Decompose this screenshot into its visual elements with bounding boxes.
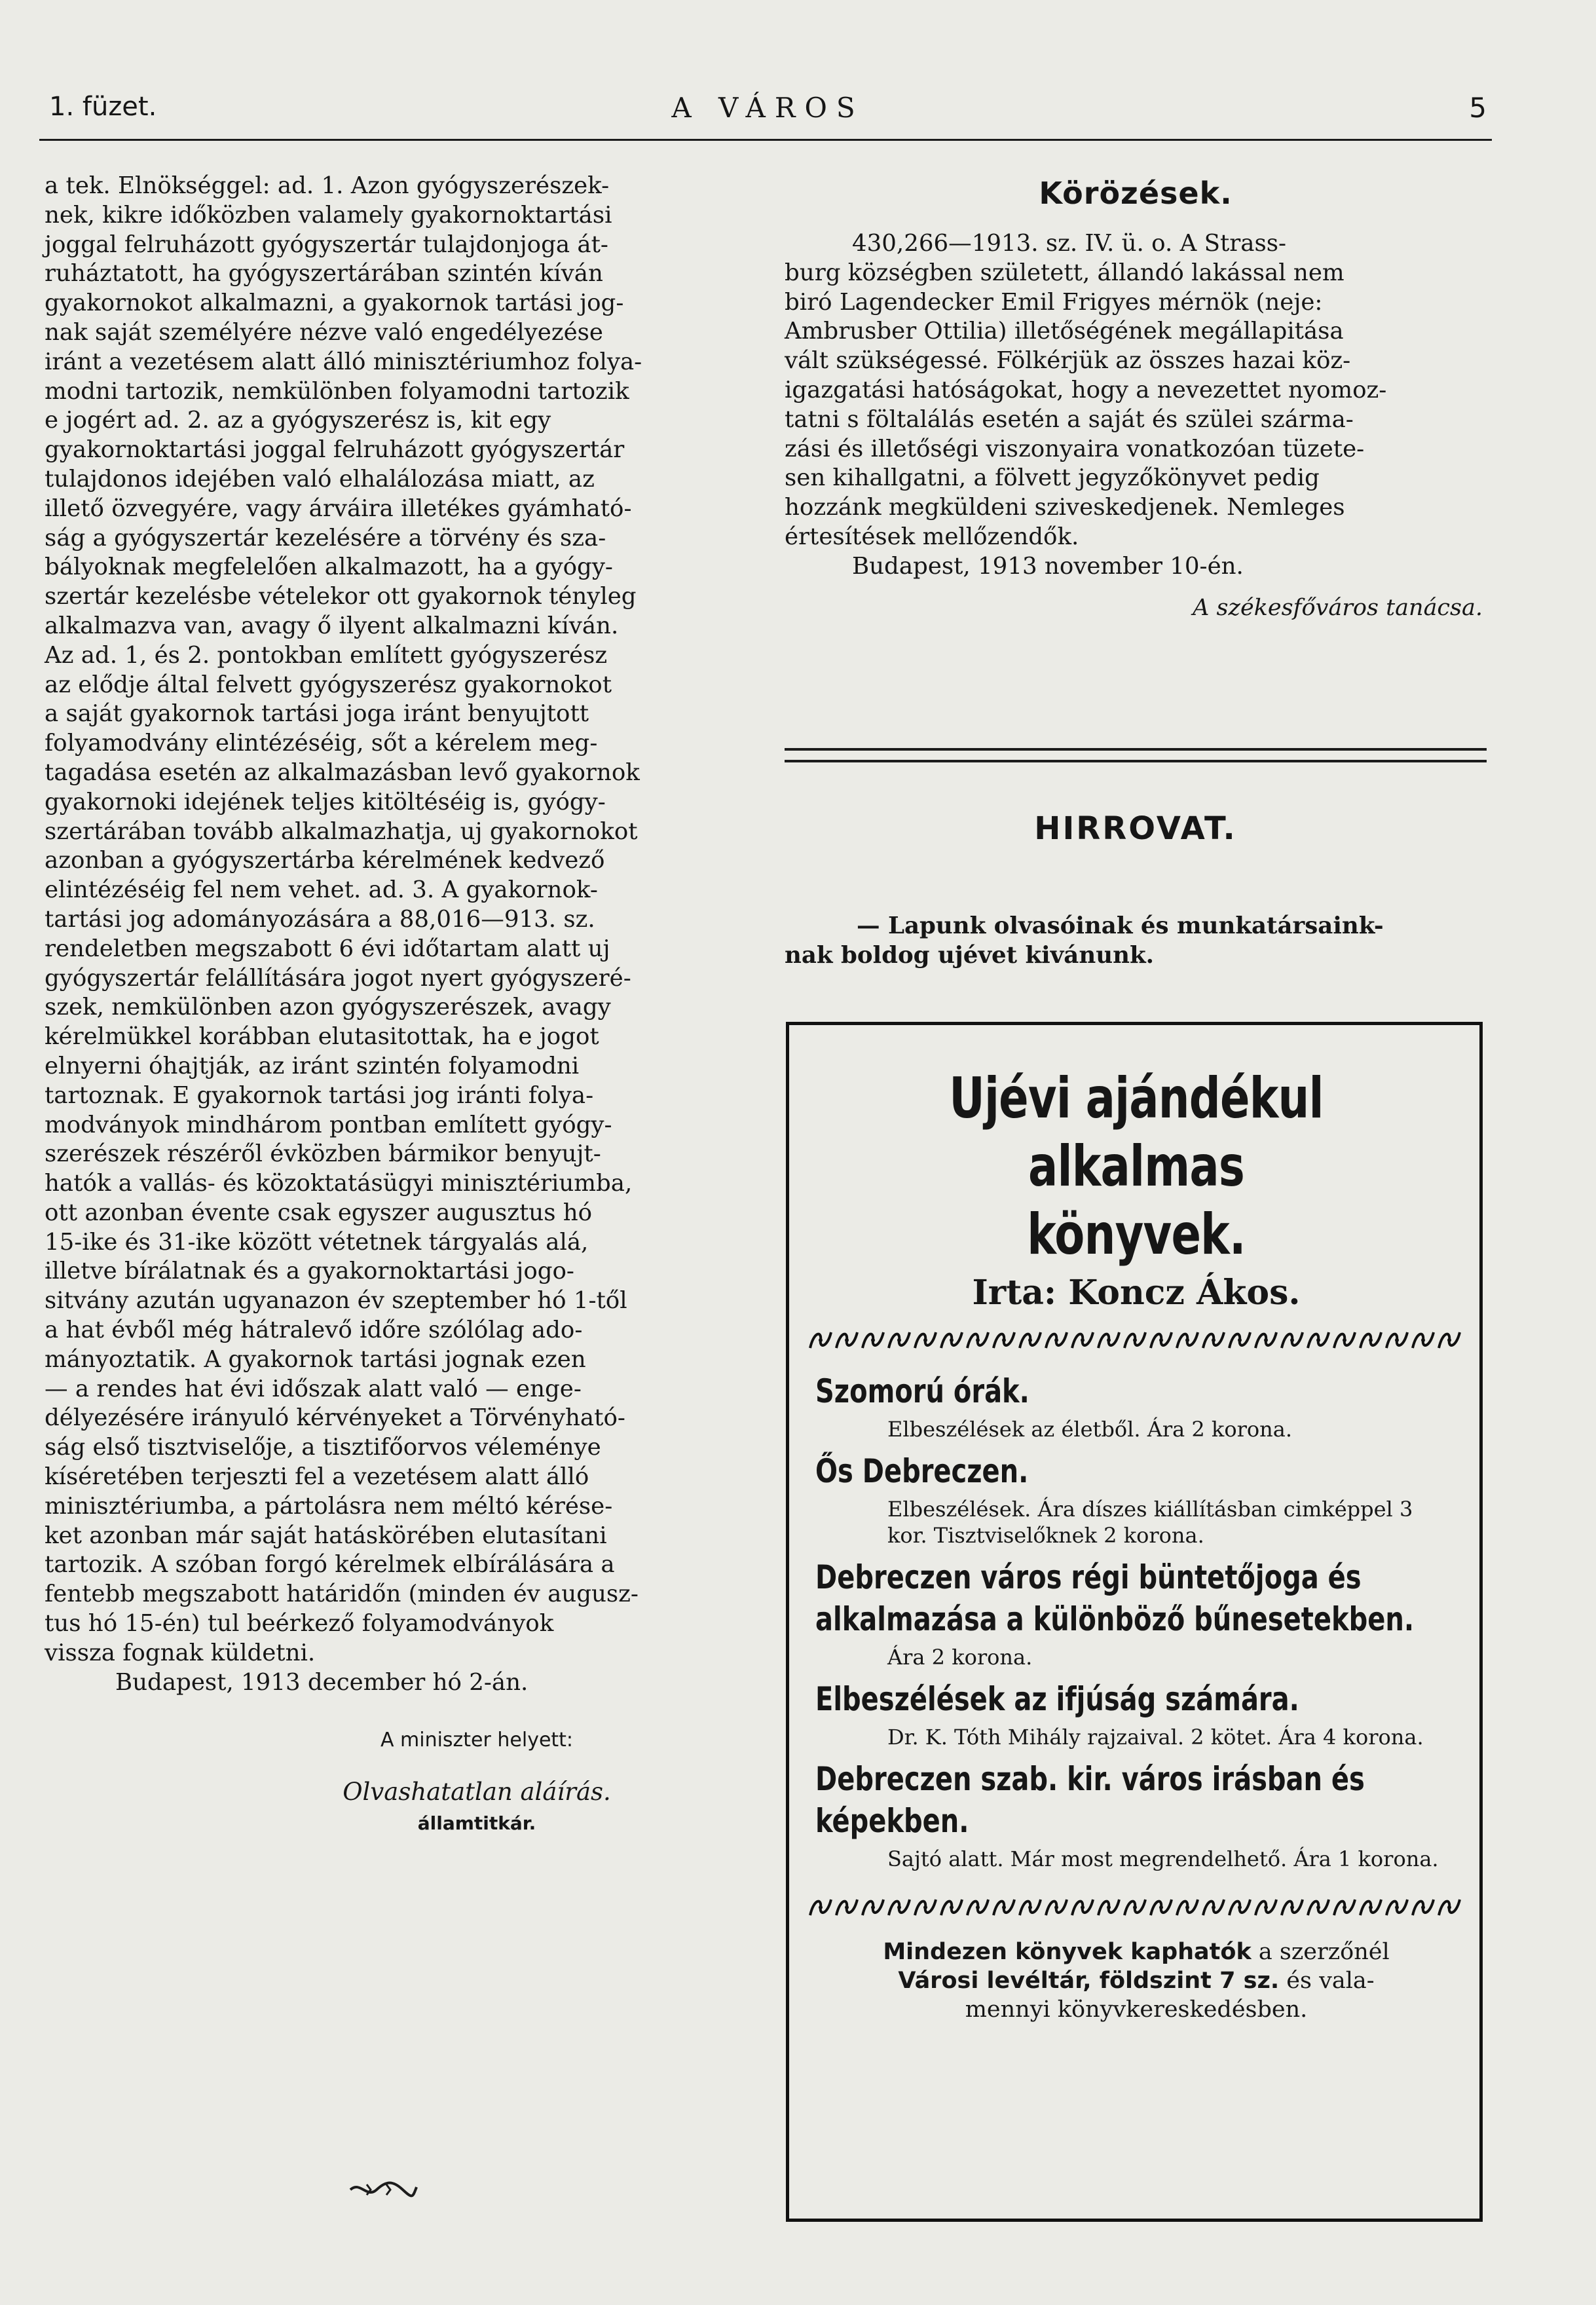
text-line: hatók a vallás- és közoktatásügyi minisztériumba, xyxy=(45,1170,633,1197)
text-line: ság a gyógyszertár kezelésére a törvény és sza- xyxy=(45,524,606,552)
advert-author: Irta: Koncz Ákos. xyxy=(972,1273,1301,1313)
text-line: elintézéséig fel nem vehet. ad. 3. A gyakornok- xyxy=(45,876,598,904)
advert-title: Ujévi ajándékul alkalmas xyxy=(949,1066,1324,1199)
book-entry xyxy=(815,1678,1457,1750)
text-line: kíséretében terjeszti fel a vezetésem alatt álló xyxy=(45,1463,589,1491)
text-line: sen kihallgatni, a fölvett jegyzőkönyvet pedig xyxy=(785,464,1320,492)
text-line: kérelmükkel korábban elutasitottak, ha e jogot xyxy=(45,1023,599,1051)
text-line: ket azonban már saját hatáskörében elutasítani xyxy=(45,1522,607,1549)
book-description: Elbeszélések az életből. Ára 2 korona. xyxy=(887,1417,1292,1442)
header-rule xyxy=(39,139,1492,141)
text-line: Ambrusber Ottilia) illetőségének megállapitása xyxy=(785,318,1344,345)
footer-line: Városi levéltár, földszint 7 sz. és vala- xyxy=(898,1968,1375,1994)
advert-title-line2: könyvek. xyxy=(1027,1202,1246,1267)
text-line: vissza fognak küldetni. xyxy=(45,1639,316,1666)
text-line: gyakornokot alkalmazni, a gyakornok tartási jog- xyxy=(45,290,624,317)
text-line: Az ad. 1, és 2. pontokban említett gyógyszerész xyxy=(45,641,608,669)
text-line: e jogért ad. 2. az a gyógyszerész is, kit egy xyxy=(45,407,551,434)
book-entry xyxy=(815,1556,1457,1670)
korozes-text xyxy=(785,229,1487,552)
text-line: azonban a gyógyszertárba kérelmének kedvező xyxy=(45,847,605,874)
section-title-hirrovat: HIRROVAT. xyxy=(1034,810,1237,847)
text-line: vált szükségessé. Fölkérjük az összes hazai köz- xyxy=(785,347,1351,375)
text-line: az elődje által felvett gyógyszerész gyakornokot xyxy=(45,671,612,698)
text-line: ott azonban évente csak egyszer augusztus hó xyxy=(45,1199,593,1226)
text-line: joggal felruházott gyógyszertár tulajdonjoga át- xyxy=(45,231,608,258)
book-description: Ára 2 korona. xyxy=(887,1645,1033,1670)
book-entry xyxy=(815,1758,1457,1872)
text-line: a saját gyakornok tartási joga iránt benyujtott xyxy=(45,700,589,728)
footer-line: Mindezen könyvek kaphatók a szerzőnél xyxy=(883,1939,1390,1965)
text-line: tartozik. A szóban forgó kérelmek elbírálására a xyxy=(45,1551,615,1579)
text-line: szertárában tovább alkalmazhatja, uj gyakornokot xyxy=(45,817,638,845)
text-line: hozzánk megküldeni sziveskedjenek. Nemleges xyxy=(785,494,1345,521)
signature-role: államtitkár. xyxy=(417,1812,536,1835)
text-line: délyezésére irányuló kérvényeket a Törvényható- xyxy=(45,1404,625,1432)
korozes-dateline: Budapest, 1913 november 10-én. xyxy=(852,552,1244,580)
text-line: a hat évből még hátralevő időre szólólag ado- xyxy=(45,1317,583,1344)
text-line: ruháztatott, ha gyógyszertárában szintén kíván xyxy=(45,260,603,288)
text-line: szerészek részéről évközben bármikor benyujt- xyxy=(45,1140,601,1168)
text-line: gyakornoktartási joggal felruházott gyógyszertár xyxy=(45,436,625,464)
text-line: folyamodvány elintézéséig, sőt a kérelem meg- xyxy=(45,730,598,757)
signature-title: A miniszter helyett: xyxy=(380,1729,574,1752)
decree-text xyxy=(45,172,745,1668)
text-line: fentebb megszabott határidőn (minden év augusz- xyxy=(45,1581,639,1608)
text-line: tagadása esetén az alkalmazásban levő gyakornok xyxy=(45,759,640,786)
text-line: biró Lagendecker Emil Frigyes mérnök (neje: xyxy=(785,288,1323,316)
book-entry xyxy=(815,1370,1457,1442)
text-line: a tek. Elnökséggel: ad. 1. Azon gyógyszerészek- xyxy=(45,172,610,199)
book-title: Elbeszélések az ifjúság számára. xyxy=(815,1680,1299,1718)
text-line: gyakornoki idejének teljes kitöltéséig is, gyógy- xyxy=(45,788,606,815)
book-title: Szomorú órák. xyxy=(815,1372,1030,1410)
text-line: elnyerni óhajtják, az iránt szintén folyamodni xyxy=(45,1052,580,1079)
text-line: zási és illetőségi viszonyaira vonatkozóan tüzete- xyxy=(785,435,1365,462)
book-description: Sajtó alatt. Már most megrendelhető. Ára 1 korona. xyxy=(887,1846,1439,1871)
text-line: alkalmazva van, avagy ő ilyent alkalmazni kíván. xyxy=(45,612,619,639)
text-line: tulajdonos idejében való elhalálozása miatt, az xyxy=(45,465,595,493)
text-line: bályoknak megfelelően alkalmazott, ha a gyógy- xyxy=(45,553,613,581)
text-line: rendeletben megszabott 6 évi időtartam alatt uj xyxy=(45,935,610,962)
text-line: illetve bírálatnak és a gyakornoktartási jogo- xyxy=(45,1258,574,1285)
advert-footer xyxy=(815,1938,1457,2024)
text-line: tartási jog adományozására a 88,016—913. sz. xyxy=(45,905,595,933)
double-rule-divider xyxy=(785,748,1487,762)
text-line: illető özvegyére, vagy árváira illetékes gyámható- xyxy=(45,495,632,522)
end-ornament-icon xyxy=(347,2178,419,2202)
signature-name: Olvashatatlan aláírás. xyxy=(343,1778,611,1807)
book-title: Debreczen város régi büntetőjoga és alkalmazása a különböző bűnesetekben. xyxy=(815,1558,1415,1638)
text-line: mányoztatik. A gyakornok tartási jognak ezen xyxy=(45,1345,586,1373)
text-line: ság első tisztviselője, a tisztifőorvos véleménye xyxy=(45,1434,601,1461)
left-column xyxy=(45,172,745,1834)
page-number: 5 xyxy=(1469,92,1487,124)
ornament-row-icon xyxy=(807,1896,1462,1919)
text-line: — a rendes hat évi időszak alatt való — enge- xyxy=(45,1375,582,1402)
advertisement-content xyxy=(815,1064,1457,2024)
ornament-row-icon xyxy=(807,1328,1462,1352)
text-line: modni tartozik, nemkülönben folyamodni tartozik xyxy=(45,377,629,405)
decree-dateline: Budapest, 1913 december hó 2-án. xyxy=(115,1668,529,1696)
text-line: 15-ike és 31-ike között vétetnek tárgyalás alá, xyxy=(45,1228,589,1256)
text-line: — Lapunk olvasóinak és munkatársaink- xyxy=(857,912,1384,939)
text-line: iránt a vezetésem alatt álló minisztériumhoz folya- xyxy=(45,348,642,375)
text-line: 430,266—1913. sz. IV. ü. o. A Strass- xyxy=(852,230,1287,257)
book-advertisement xyxy=(786,1022,1483,2222)
text-line: minisztériumba, a pártolásra nem méltó kérése- xyxy=(45,1492,613,1520)
text-line: gyógyszertár felállítására jogot nyert gyógyszeré- xyxy=(45,964,631,992)
book-title: Debreczen szab. kir. város irásban és képekben. xyxy=(815,1760,1365,1840)
book-title: Ős Debreczen. xyxy=(815,1452,1029,1490)
text-line: igazgatási hatóságokat, hogy a nevezettet nyomoz- xyxy=(785,376,1387,403)
text-line: nak saját személyére nézve való engedélyezése xyxy=(45,318,603,346)
text-line: nak boldog ujévet kivánunk. xyxy=(785,941,1154,969)
running-header xyxy=(49,92,1487,131)
text-line: nek, kikre időközben valamely gyakornoktartási xyxy=(45,201,612,229)
footer-line: mennyi könyvkereskedésben. xyxy=(965,1996,1308,2023)
book-entry xyxy=(815,1450,1457,1548)
newyear-greeting xyxy=(785,912,1487,971)
text-line: értesítések mellőzendők. xyxy=(785,523,1079,550)
publication-title: A VÁROS xyxy=(671,92,864,124)
text-line: modványok mindhárom pontban említett gyógy- xyxy=(45,1111,612,1138)
text-line: tartoznak. E gyakornok tartási jog iránti folya- xyxy=(45,1081,594,1109)
text-line: burg községben született, állandó lakással nem xyxy=(785,259,1345,286)
text-line: szek, nemkülönben azon gyógyszerészek, avagy xyxy=(45,994,611,1021)
issue-number: 1. füzet. xyxy=(49,92,157,122)
section-title-korozesek: Körözések. xyxy=(1039,176,1233,211)
text-line: tatni s föltalálás esetén a saját és szülei szárma- xyxy=(785,405,1354,433)
text-line: sitvány azután ugyanazon év szeptember hó 1-től xyxy=(45,1287,627,1315)
book-description: Elbeszélések. Ára díszes kiállításban cimképpel 3 kor. Tisztviselőknek 2 korona. xyxy=(887,1497,1413,1548)
text-line: szertár kezelésbe vételekor ott gyakornok tényleg xyxy=(45,583,637,610)
book-description: Dr. K. Tóth Mihály rajzaival. 2 kötet. Ára 4 korona. xyxy=(887,1725,1424,1750)
text-line: tus hó 15-én) tul beérkező folyamodványok xyxy=(45,1610,554,1638)
right-column xyxy=(785,172,1487,969)
korozes-signature: A székesfőváros tanácsa. xyxy=(1193,594,1483,621)
